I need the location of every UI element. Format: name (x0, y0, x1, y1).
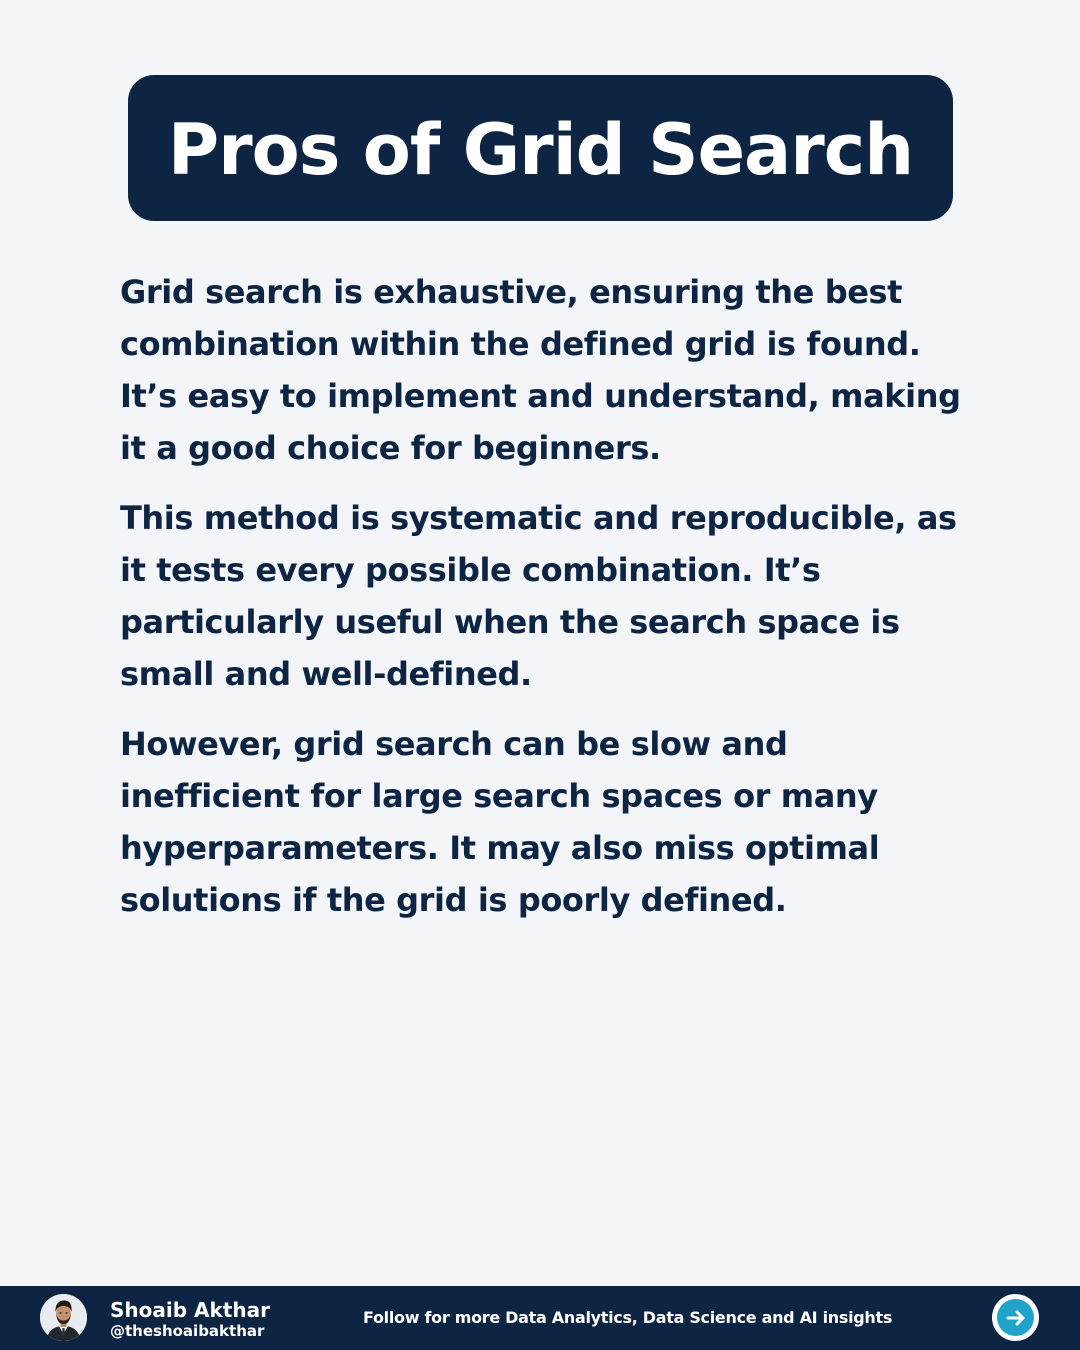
avatar (40, 1294, 87, 1341)
author-name: Shoaib Akthar (110, 1298, 270, 1322)
footer-tagline: Follow for more Data Analytics, Data Science and AI insights (363, 1308, 893, 1327)
next-button-inner (997, 1299, 1034, 1336)
page-title: Pros of Grid Search (167, 109, 914, 191)
paragraph-3: However, grid search can be slow and inefficient for large search spaces or many hyperparameters. It may also miss optimal solutions if the grid is poorly defined. (120, 725, 880, 919)
avatar-photo-icon (40, 1294, 87, 1341)
footer-bar (0, 1286, 1080, 1350)
body-content (120, 266, 970, 944)
paragraph-1: Grid search is exhaustive, ensuring the best combination within the defined grid is found. It’s easy to implement and understand, making it a good choice for beginners. (120, 273, 961, 467)
arrow-right-icon (1004, 1306, 1028, 1330)
author-handle: @theshoaibakthar (110, 1322, 265, 1340)
next-button[interactable] (992, 1294, 1039, 1341)
title-banner (128, 75, 953, 221)
paragraph-2: This method is systematic and reproducible, as it tests every possible combination. It’s particularly useful when the search space is small and well-defined. (120, 499, 957, 693)
